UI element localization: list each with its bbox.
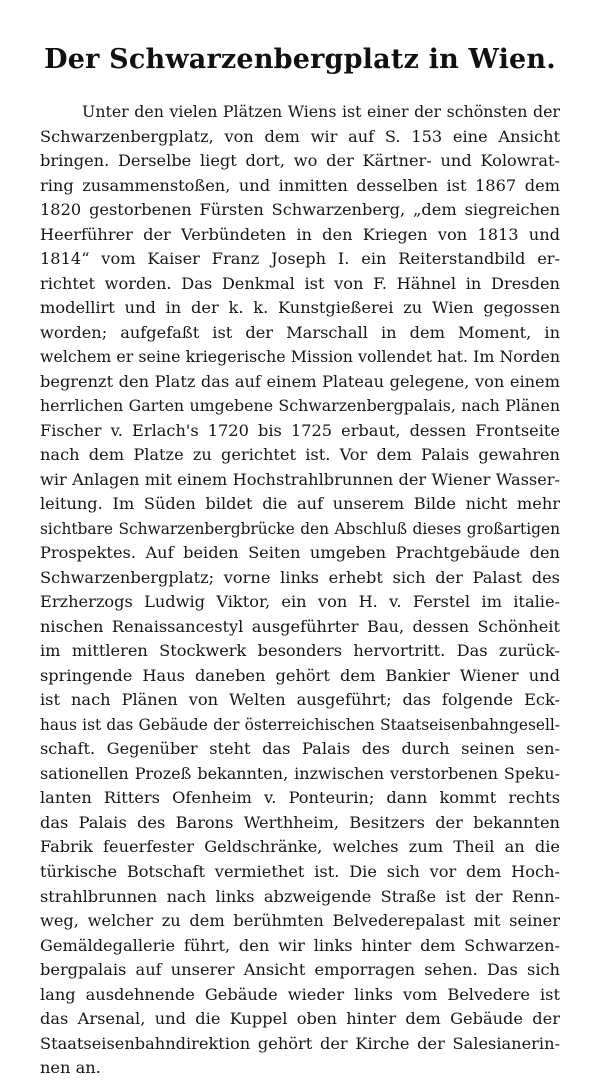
text-line: ist nach Plänen von Welten ausgeführt; das folgende Eck-	[40, 690, 560, 710]
text-line: sationellen Prozeß bekannten, inzwischen verstorbenen Speku-	[40, 763, 560, 783]
article-body	[40, 100, 560, 1081]
text-line: im mittleren Stockwerk besonders hervortritt. Das zurück-	[40, 641, 560, 661]
text-line: 1814“ vom Kaiser Franz Joseph I. ein Reiterstandbild er-	[40, 249, 560, 269]
text-line: Fabrik feuerfester Geldschränke, welches zum Theil an die	[40, 837, 560, 857]
text-line: Staatseisenbahndirektion gehört der Kirche der Salesianerin-	[40, 1033, 560, 1053]
text-line: nen an.	[40, 1058, 101, 1078]
text-line: das Palais des Barons Werthheim, Besitzers der bekannten	[40, 812, 560, 832]
text-line: Schwarzenbergplatz; vorne links erhebt sich der Palast des	[40, 567, 560, 587]
text-line: schaft. Gegenüber steht das Palais des durch seinen sen-	[40, 739, 560, 759]
text-line: Prospektes. Auf beiden Seiten umgeben Prachtgebäude den	[40, 543, 560, 563]
text-line: nischen Renaissancestyl ausgeführter Bau, dessen Schönheit	[40, 616, 560, 636]
text-line: richtet worden. Das Denkmal ist von F. Hähnel in Dresden	[40, 273, 560, 293]
text-line: türkische Botschaft vermiethet ist. Die sich vor dem Hoch-	[40, 861, 560, 881]
text-line: Heerführer der Verbündeten in den Kriegen von 1813 und	[40, 224, 560, 244]
article-title: Der Schwarzenbergplatz in Wien.	[44, 44, 556, 75]
text-line: Unter den vielen Plätzen Wiens ist einer der schönsten der	[82, 102, 560, 121]
text-line: Erzherzogs Ludwig Viktor, ein von H. v. Ferstel im italie-	[40, 592, 560, 612]
text-line: bringen. Derselbe liegt dort, wo der Kärtner- und Kolowrat-	[40, 151, 560, 171]
text-line: ring zusammenstoßen, und inmitten desselben ist 1867 dem	[40, 175, 560, 195]
text-line: strahlbrunnen nach links abzweigende Straße ist der Renn-	[40, 886, 560, 906]
text-line: nach dem Platze zu gerichtet ist. Vor dem Palais gewahren	[40, 445, 560, 465]
text-line: lanten Ritters Ofenheim v. Ponteurin; dann kommt rechts	[40, 788, 560, 808]
text-line: Gemäldegallerie führt, den wir links hinter dem Schwarzen-	[40, 935, 560, 955]
text-line: modellirt und in der k. k. Kunstgießerei zu Wien gegossen	[40, 298, 560, 318]
text-line: wir Anlagen mit einem Hochstrahlbrunnen der Wiener Wasser-	[40, 469, 560, 489]
text-line: leitung. Im Süden bildet die auf unserem Bilde nicht mehr	[40, 494, 560, 514]
text-line: 1820 gestorbenen Fürsten Schwarzenberg, „dem siegreichen	[40, 200, 560, 220]
text-line: das Arsenal, und die Kuppel oben hinter dem Gebäude der	[40, 1009, 560, 1029]
text-line: springende Haus daneben gehört dem Bankier Wiener und	[40, 665, 560, 685]
text-line: herrlichen Garten umgebene Schwarzenbergpalais, nach Plänen	[40, 396, 560, 416]
text-line: haus ist das Gebäude der österreichischen Staatseisenbahngesell-	[40, 715, 560, 734]
text-line: Schwarzenbergplatz, von dem wir auf S. 153 eine Ansicht	[40, 126, 560, 146]
text-line: Fischer v. Erlach's 1720 bis 1725 erbaut, dessen Frontseite	[40, 420, 560, 440]
text-line: sichtbare Schwarzenbergbrücke den Abschluß dieses großartigen	[40, 519, 560, 538]
text-line: weg, welcher zu dem berühmten Belvederepalast mit seiner	[40, 911, 560, 931]
text-line: worden; aufgefaßt ist der Marschall in dem Moment, in	[40, 322, 560, 342]
text-line: welchem er seine kriegerische Mission vollendet hat. Im Norden	[40, 347, 560, 367]
text-line: begrenzt den Platz das auf einem Plateau gelegene, von einem	[40, 371, 560, 391]
text-line: bergpalais auf unserer Ansicht emporragen sehen. Das sich	[40, 960, 560, 980]
text-line: lang ausdehnende Gebäude wieder links vom Belvedere ist	[40, 984, 560, 1004]
